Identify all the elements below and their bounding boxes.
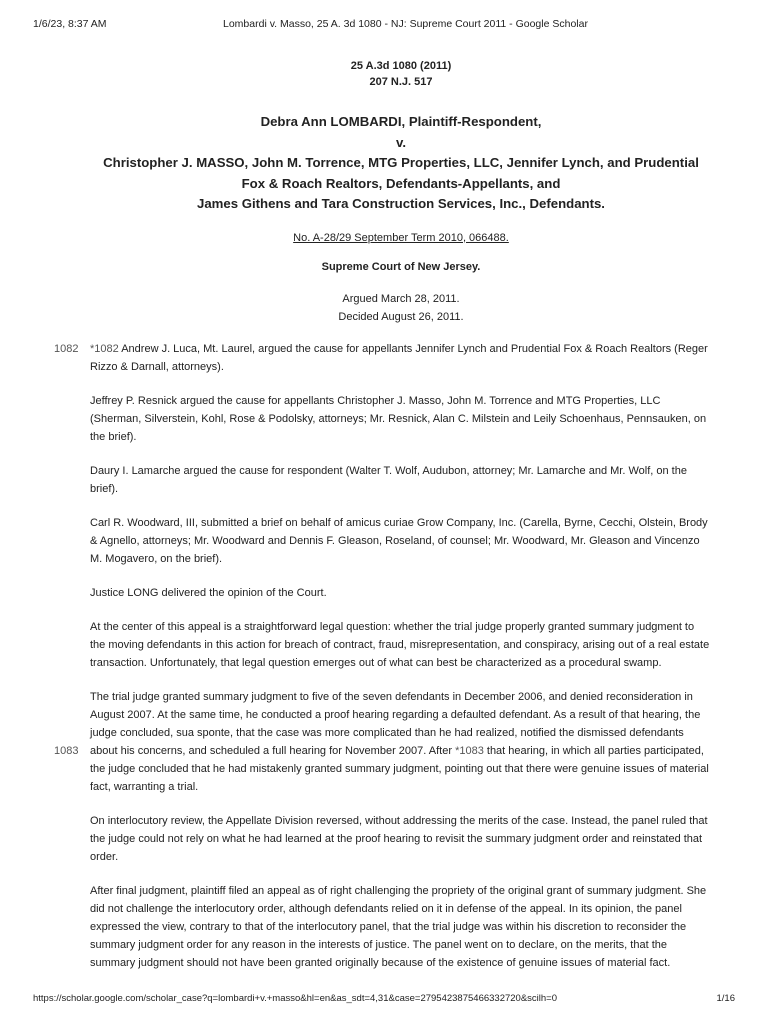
pin-cite: *1082: [90, 342, 119, 355]
print-page-number: 1/16: [716, 993, 735, 1004]
decided-date: Decided August 26, 2011.: [338, 310, 464, 323]
caption-plaintiff: Debra Ann LOMBARDI, Plaintiff-Respondent,: [260, 114, 542, 129]
docket-number-link[interactable]: No. A-28/29 September Term 2010, 066488.: [293, 231, 509, 244]
margin-page-number: 1083: [54, 744, 79, 757]
case-caption: [90, 112, 712, 215]
opinion-author: Justice LONG delivered the opinion of the Court.: [90, 586, 327, 599]
paragraph-text: that hearing, in which all parties participated, the judge concluded that he had mistakenly granted summary judgment, pointing out that there were genuine issues of material fact, warranting a trial.: [90, 744, 709, 793]
print-date: 1/6/23, 8:37 AM: [33, 18, 107, 30]
print-title: Lombardi v. Masso, 25 A. 3d 1080 - NJ: Supreme Court 2011 - Google Scholar: [223, 18, 588, 30]
argued-date: Argued March 28, 2011.: [342, 292, 460, 305]
opinion-paragraph-1: At the center of this appeal is a straightforward legal question: whether the trial judge properly granted summary judgment to the moving defendants in this action for breach of contract, fraud, misrepresentation, and conspiracy, arising out of a real estate transaction. Unfortunately, that legal question emerges out of what can best be characterized as a procedural swamp.: [90, 620, 710, 669]
counsel-paragraph-2: Jeffrey P. Resnick argued the cause for appellants Christopher J. Masso, John M. Torrence and MTG Properties, LLC (Sherman, Silverstein, Kohl, Rose & Podolsky, attorneys; Mr. Resnick, Alan C. Milstein and Leily Schoenhaus, Pennsauken, on the brief).: [90, 394, 707, 443]
pin-cite: *1083: [455, 744, 484, 757]
case-dates: [90, 290, 712, 326]
opinion-paragraph-3: On interlocutory review, the Appellate Division reversed, without addressing the merits of the case. Instead, the panel ruled that the judge could not rely on what he had learned at the proof hearing to revisit the summary judgment order and reinstated that order.: [90, 814, 708, 863]
opinion-paragraph-4: After final judgment, plaintiff filed an appeal as of right challenging the propriety of the original grant of summary judgment. She did not challenge the interlocutory order, although defendants relied on it in defense of the appeal. In its opinion, the panel expressed the view, contrary to that of the interlocutory panel, that the trial judge was within his discretion to reconsider the summary judgment order for any reason in the interests of justice. The panel went on to declare, on the merits, that the summary judgment should not have been granted originally because of the existence of genuine issues of material fact.: [90, 884, 707, 969]
print-url: https://scholar.google.com/scholar_case?q=lombardi+v.+masso&hl=en&as_sdt=4,31&case=2795423875466332720&scilh=0: [33, 993, 558, 1004]
paragraph-text: Andrew J. Luca, Mt. Laurel, argued the cause for appellants Jennifer Lynch and Prudential Fox & Roach Realtors (Reger Rizzo & Darnall, attorneys).: [90, 342, 708, 373]
caption-defendants-2: Fox & Roach Realtors, Defendants-Appellants, and: [241, 175, 561, 191]
caption-defendants-1: Christopher J. MASSO, John M. Torrence, MTG Properties, LLC, Jennifer Lynch, and Prudential: [103, 155, 699, 170]
citation-block: [90, 58, 712, 90]
court-name: Supreme Court of New Jersey.: [321, 260, 481, 273]
caption-defendants-3: James Githens and Tara Construction Services, Inc., Defendants.: [197, 196, 605, 211]
opinion-paragraph-2: [54, 688, 712, 796]
counsel-paragraph-4: Carl R. Woodward, III, submitted a brief on behalf of amicus curiae Grow Company, Inc. (Carella, Byrne, Cecchi, Olstein, Brody & Agnello, attorneys; Mr. Woodward and Dennis F. Gleason, Roseland, of counsel; Mr. Woodward, Mr. Gleason and Vincenzo M. Mogavero, on the brief).: [90, 516, 708, 565]
counsel-paragraph-3: Daury I. Lamarche argued the cause for respondent (Walter T. Wolf, Audubon, attorney; Mr. Lamarche and Mr. Wolf, on the brief).: [90, 464, 687, 495]
citation-state-reporter: 207 N.J. 517: [369, 76, 433, 88]
paragraph-text: The trial judge granted summary judgment to five of the seven defendants in December 2006, and denied reconsideration in August 2007. At the same time, he conducted a proof hearing regarding a defaulted defendant. As a result of that hearing, the judge concluded, sua sponte, that the case was more complicated than he had realized, notified the dismissed defendants about his concerns, and scheduled a full hearing for November 2007. After: [90, 690, 701, 757]
counsel-paragraph-1: [54, 340, 712, 376]
caption-versus: v.: [395, 134, 407, 150]
citation-reporter: 25 A.3d 1080 (2011): [350, 60, 452, 72]
case-document: [54, 58, 712, 972]
margin-page-number: 1082: [54, 342, 79, 355]
print-footer: [33, 993, 735, 1004]
print-header: [33, 18, 735, 30]
